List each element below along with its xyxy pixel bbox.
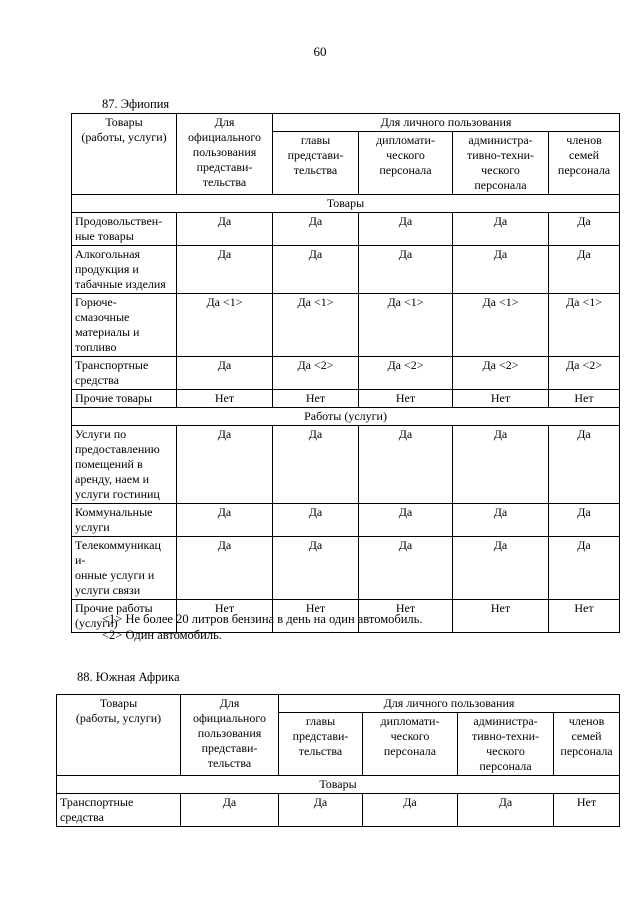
sa-header-diplomatic: дипломати- ческого персонала	[363, 713, 458, 776]
row-label: Транспортные средства	[72, 357, 177, 390]
row-value: Да	[273, 426, 359, 504]
sa-header-personal-use: Для личного пользования	[279, 695, 620, 713]
row-label: Алкогольная продукция и табачные изделия	[72, 246, 177, 294]
row-value: Нет	[549, 600, 620, 633]
row-label: Горюче- смазочные материалы и топливо	[72, 294, 177, 357]
row-value: Да	[549, 504, 620, 537]
table-row	[72, 246, 620, 294]
table-row	[72, 213, 620, 246]
row-value: Да	[273, 537, 359, 600]
footnotes	[102, 611, 422, 643]
sa-header-goods: Товары (работы, услуги)	[57, 695, 181, 776]
table-row	[72, 294, 620, 357]
row-value: Да <1>	[549, 294, 620, 357]
row-value: Да	[177, 213, 273, 246]
row-value: Да	[549, 213, 620, 246]
row-value: Да	[549, 246, 620, 294]
row-label: Транспортные средства	[57, 794, 181, 827]
row-value: Да	[359, 213, 453, 246]
row-value: Да	[453, 213, 549, 246]
row-value: Нет	[554, 794, 620, 827]
row-value: Да	[177, 537, 273, 600]
row-value: Нет	[453, 390, 549, 408]
row-value: Да	[359, 537, 453, 600]
header-official-use: Для официального пользования представи- тельства	[177, 114, 273, 195]
row-value: Да	[359, 504, 453, 537]
row-value: Нет	[359, 600, 453, 633]
sa-header-official-use: Для официального пользования представи- тельства	[181, 695, 279, 776]
row-value: Да	[453, 246, 549, 294]
row-label: Продовольствен- ные товары	[72, 213, 177, 246]
sa-header-admin: администра- тивно-техни- ческого персонала	[458, 713, 554, 776]
footnote-1: <1> Не более 20 литров бензина в день на один автомобиль.	[102, 612, 423, 626]
ethiopia-table	[71, 113, 620, 633]
header-admin: администра- тивно-техни- ческого персонала	[453, 132, 549, 195]
row-value: Нет	[453, 600, 549, 633]
header-personal-use: Для личного пользования	[273, 114, 620, 132]
row-value: Да	[181, 794, 279, 827]
header-diplomatic: дипломати- ческого персонала	[359, 132, 453, 195]
table-row	[57, 794, 620, 827]
table-row	[72, 537, 620, 600]
row-value: Да	[453, 537, 549, 600]
row-value: Да	[177, 246, 273, 294]
south-africa-table	[56, 694, 620, 827]
row-value: Да	[359, 246, 453, 294]
row-value: Да <2>	[549, 357, 620, 390]
row-value: Да	[273, 213, 359, 246]
row-label: Телекоммуникац и- онные услуги и услуги связи	[72, 537, 177, 600]
row-value: Да <1>	[177, 294, 273, 357]
row-label: Услуги по предоставлению помещений в аренду, наем и услуги гостиниц	[72, 426, 177, 504]
header-heads: главы представи- тельства	[273, 132, 359, 195]
row-value: Да <2>	[273, 357, 359, 390]
row-label: Прочие работы (услуги)	[72, 600, 177, 633]
row-value: Да	[549, 537, 620, 600]
row-value: Нет	[549, 390, 620, 408]
row-value: Да	[363, 794, 458, 827]
section-row-goods: Товары	[72, 195, 620, 213]
row-value: Да <1>	[453, 294, 549, 357]
row-value: Да <2>	[359, 357, 453, 390]
row-value: Нет	[177, 390, 273, 408]
row-value: Да	[177, 504, 273, 537]
footnote-2: <2> Один автомобиль.	[102, 628, 222, 642]
page-number: 60	[313, 44, 327, 59]
row-value: Да	[279, 794, 363, 827]
table-row	[72, 504, 620, 537]
row-value: Да	[549, 426, 620, 504]
row-label: Коммунальные услуги	[72, 504, 177, 537]
row-value: Нет	[273, 600, 359, 633]
table-row	[72, 390, 620, 408]
header-families: членов семей персонала	[549, 132, 620, 195]
row-value: Нет	[359, 390, 453, 408]
row-value: Да	[453, 426, 549, 504]
section-title-ethiopia: 87. Эфиопия	[102, 97, 170, 111]
table-row	[72, 426, 620, 504]
sa-section-row-goods: Товары	[57, 776, 620, 794]
table-row	[72, 357, 620, 390]
sa-header-families: членов семей персонала	[554, 713, 620, 776]
row-value: Нет	[177, 600, 273, 633]
sa-header-heads: главы представи- тельства	[279, 713, 363, 776]
row-value: Нет	[273, 390, 359, 408]
section-row-services: Работы (услуги)	[72, 408, 620, 426]
row-label: Прочие товары	[72, 390, 177, 408]
row-value: Да <1>	[359, 294, 453, 357]
section-title-south-africa: 88. Южная Африка	[77, 670, 180, 684]
header-goods: Товары (работы, услуги)	[72, 114, 177, 195]
row-value: Да	[177, 426, 273, 504]
row-value: Да <1>	[273, 294, 359, 357]
row-value: Да	[453, 504, 549, 537]
row-value: Да	[458, 794, 554, 827]
row-value: Да	[273, 504, 359, 537]
row-value: Да	[359, 426, 453, 504]
row-value: Да <2>	[453, 357, 549, 390]
row-value: Да	[177, 357, 273, 390]
row-value: Да	[273, 246, 359, 294]
